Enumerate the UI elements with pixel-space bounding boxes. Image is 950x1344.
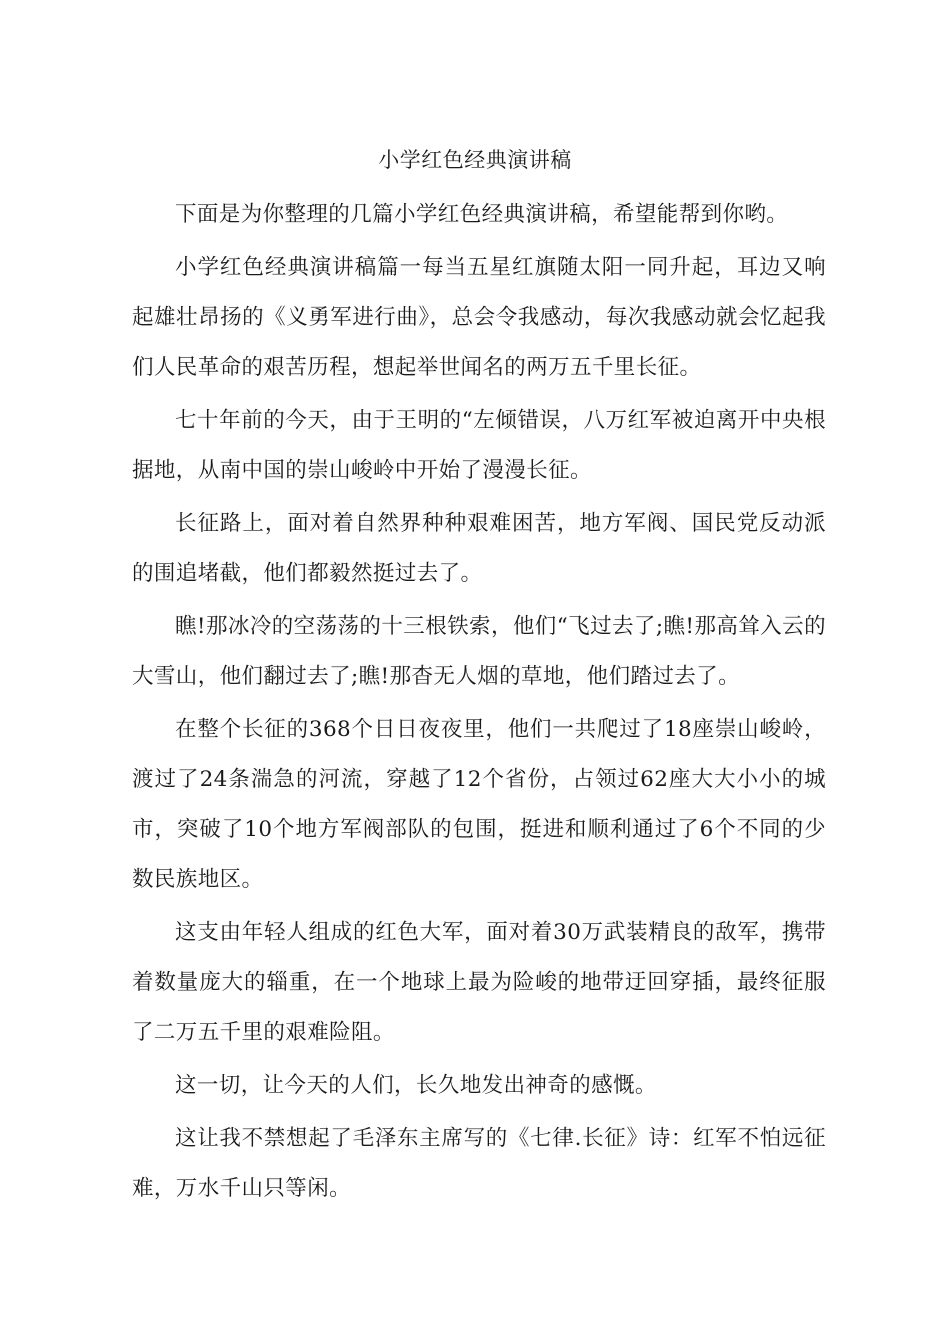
paragraph-seventy-years-ago: 七十年前的今天，由于王明的“左倾错误，八万红军被迫离开中央根据地，从南中国的崇山峻岭中开始了漫漫长征。 [132, 408, 826, 483]
paragraph-look: 瞧!那冰冷的空荡荡的十三根铁索，他们“飞过去了;瞧!那高耸入云的大雪山，他们翻过去了;瞧!那杳无人烟的草地，他们踏过去了。 [132, 614, 826, 689]
paragraph-on-the-march: 长征路上，面对着自然界种种艰难困苦，地方军阀、国民党反动派的围追堵截，他们都毅然挺过去了。 [132, 511, 826, 586]
document-body [132, 190, 826, 1217]
document-title: 小学红色经典演讲稿 [378, 148, 572, 172]
paragraph-368-days: 在整个长征的368个日日夜夜里，他们一共爬过了18座崇山峻岭，渡过了24条湍急的河流，穿越了12个省份，占领过62座大大小小的城市，突破了10个地方军阀部队的包围，挺进和顺利通过了6个不同的少数民族地区。 [132, 717, 826, 892]
paragraph-all-this: 这一切，让今天的人们，长久地发出神奇的感慨。 [175, 1073, 657, 1098]
paragraph-speech-one: 小学红色经典演讲稿篇一每当五星红旗随太阳一同升起，耳边又响起雄壮昂扬的《义勇军进行曲》，总会令我感动，每次我感动就会忆起我们人民革命的艰苦历程，想起举世闻名的两万五千里长征。 [132, 255, 826, 380]
paragraph-red-army: 这支由年轻人组成的红色大军，面对着30万武装精良的敌军，携带着数量庞大的辎重，在一个地球上最为险峻的地带迂回穿插，最终征服了二万五千里的艰难险阻。 [132, 920, 826, 1045]
paragraph-intro: 下面是为你整理的几篇小学红色经典演讲稿，希望能帮到你哟。 [175, 202, 789, 227]
paragraph-poem: 这让我不禁想起了毛泽东主席写的《七律.长征》诗：红军不怕远征难，万水千山只等闲。 [132, 1126, 826, 1201]
